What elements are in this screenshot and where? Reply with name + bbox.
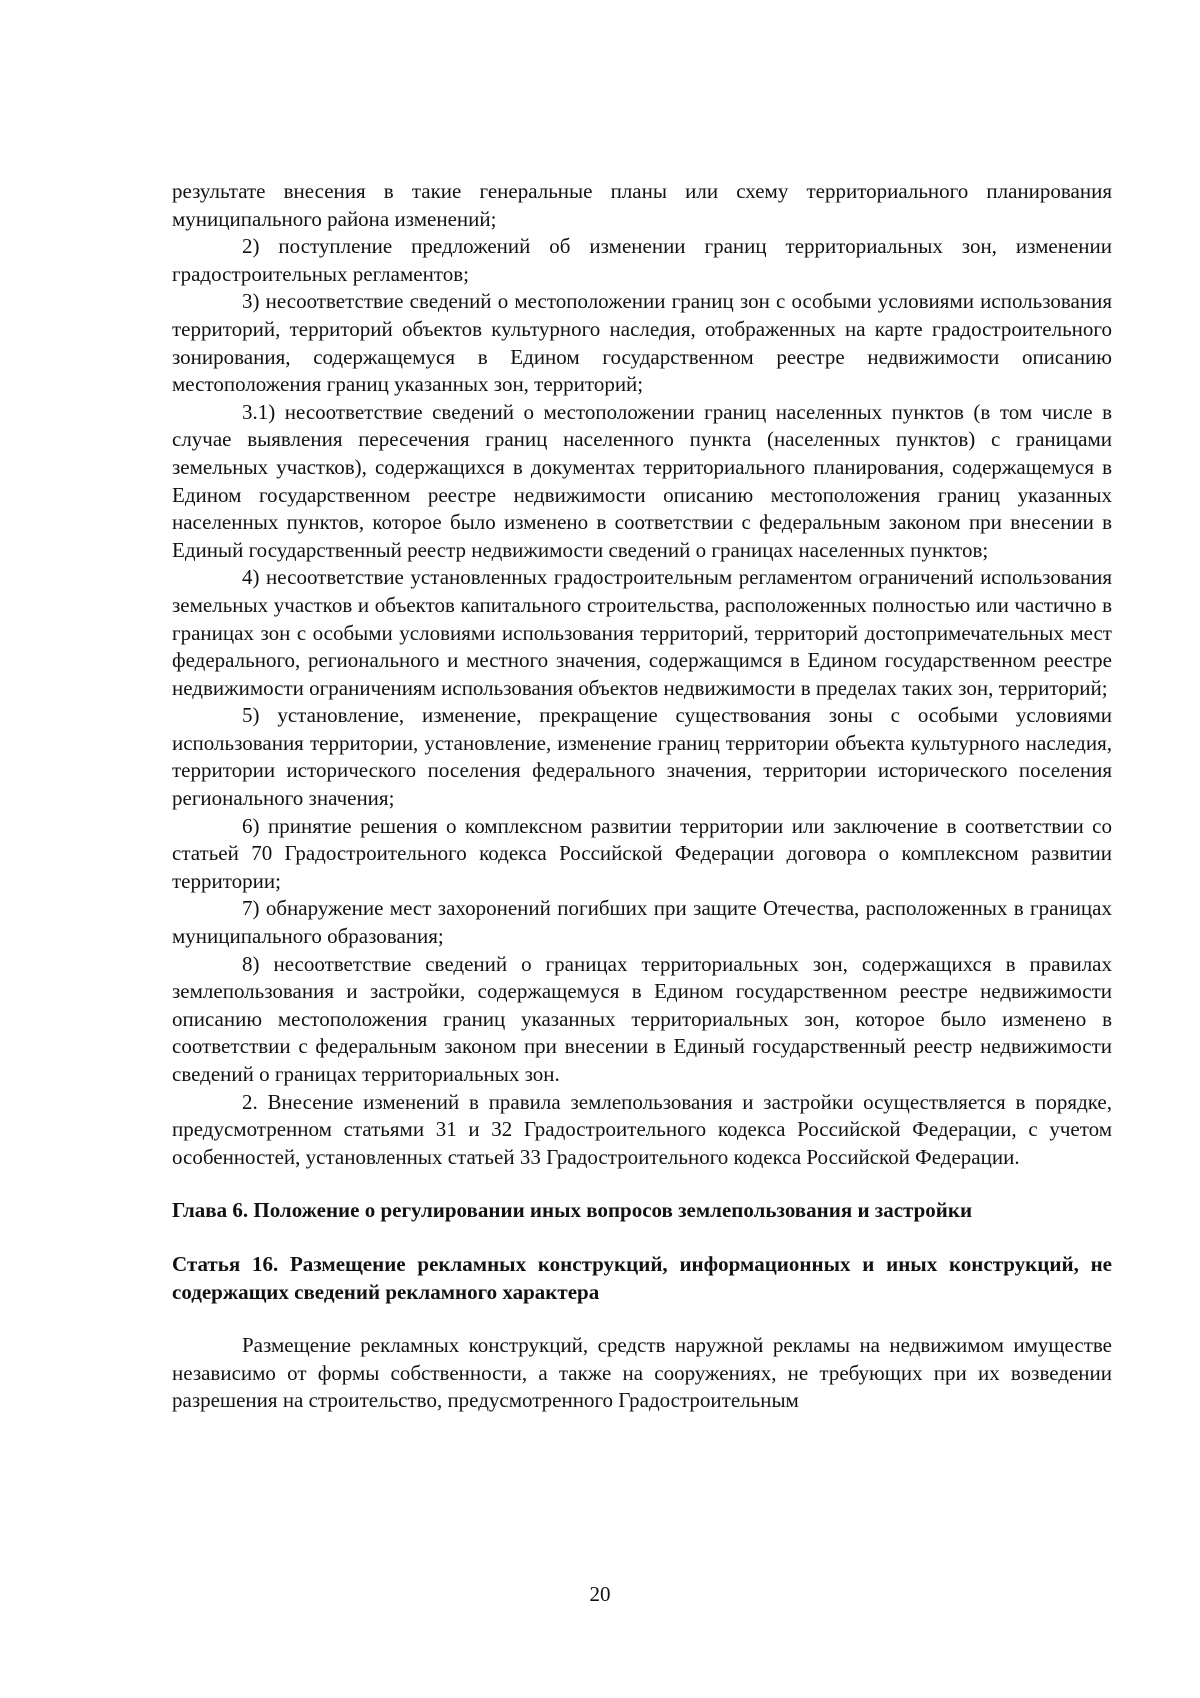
list-item-3: 3) несоответствие сведений о местоположении границ зон с особыми условиями использования территорий, территорий объектов культурного наследия, отображенных на карте градостроительного зонирования, содержащемуся в Едином государственном реестре недвижимости описанию местоположения границ указанных зон, территорий;: [172, 289, 1112, 397]
list-item-5: 5) установление, изменение, прекращение существования зоны с особыми условиями использования территории, установление, изменение границ территории объекта культурного наследия, территории исторического поселения федерального значения, территории исторического поселения регионального значения;: [172, 703, 1112, 811]
chapter-heading: Глава 6. Положение о регулировании иных вопросов землепользования и застройки: [172, 1198, 973, 1223]
paragraph-continuation: результате внесения в такие генеральные планы или схему территориального планирования муниципального района изменений;: [172, 179, 1112, 231]
article-heading: Статья 16. Размещение рекламных конструкций, информационных и иных конструкций, не содержащих сведений рекламного характера: [172, 1251, 1112, 1304]
page-number: 20: [589, 1582, 611, 1606]
list-item-7: 7) обнаружение мест захоронений погибших при защите Отечества, расположенных в границах муниципального образования;: [172, 896, 1112, 949]
document-page: [172, 178, 1112, 1415]
article-paragraph: Размещение рекламных конструкций, средств наружной рекламы на недвижимом имуществе независимо от формы собственности, а также на сооружениях, не требующих при их возведении разрешения на строительство, предусмотренного Градостроительным: [172, 1333, 1112, 1413]
list-item-6: 6) принятие решения о комплексном развитии территории или заключение в соответствии со статьей 70 Градостроительного кодекса Российской Федерации договора о комплексном развитии территории;: [172, 813, 1112, 893]
list-item-2: 2) поступление предложений об изменении границ территориальных зон, изменении градостроительных регламентов;: [172, 234, 1112, 286]
list-item-8: 8) несоответствие сведений о границах территориальных зон, содержащихся в правилах землепользования и застройки, содержащемуся в Едином государственном реестре недвижимости описанию местоположения границ указанных территориальных зон, которое было изменено в соответствии с федеральным законом при внесении в Единый государственный реестр недвижимости сведений о границах территориальных зон.: [172, 951, 1112, 1086]
list-item-4: 4) несоответствие установленных градостроительным регламентом ограничений использования земельных участков и объектов капитального строительства, расположенных полностью или частично в границах зон с особыми условиями использования территорий, территорий достопримечательных мест федерального, регионального и местного значения, содержащимся в Едином государственном реестре недвижимости ограничениям использования объектов недвижимости в пределах таких зон, территорий;: [172, 565, 1112, 700]
list-item-3-1: 3.1) несоответствие сведений о местоположении границ населенных пунктов (в том числе в случае выявления пересечения границ населенного пункта (населенных пунктов) с границами земельных участков), содержащихся в документах территориального планирования, содержащемуся в Едином государственном реестре недвижимости описанию местоположения границ указанных населенных пунктов, которое было изменено в соответствии с федеральным законом при внесении в Единый государственный реестр недвижимости сведений о границах населенных пунктов;: [172, 399, 1112, 562]
paragraph-section-2: 2. Внесение изменений в правила землепользования и застройки осуществляется в порядке, предусмотренном статьями 31 и 32 Градостроительного кодекса Российской Федерации, с учетом особенностей, установленных статьей 33 Градостроительного кодекса Российской Федерации.: [172, 1089, 1112, 1169]
